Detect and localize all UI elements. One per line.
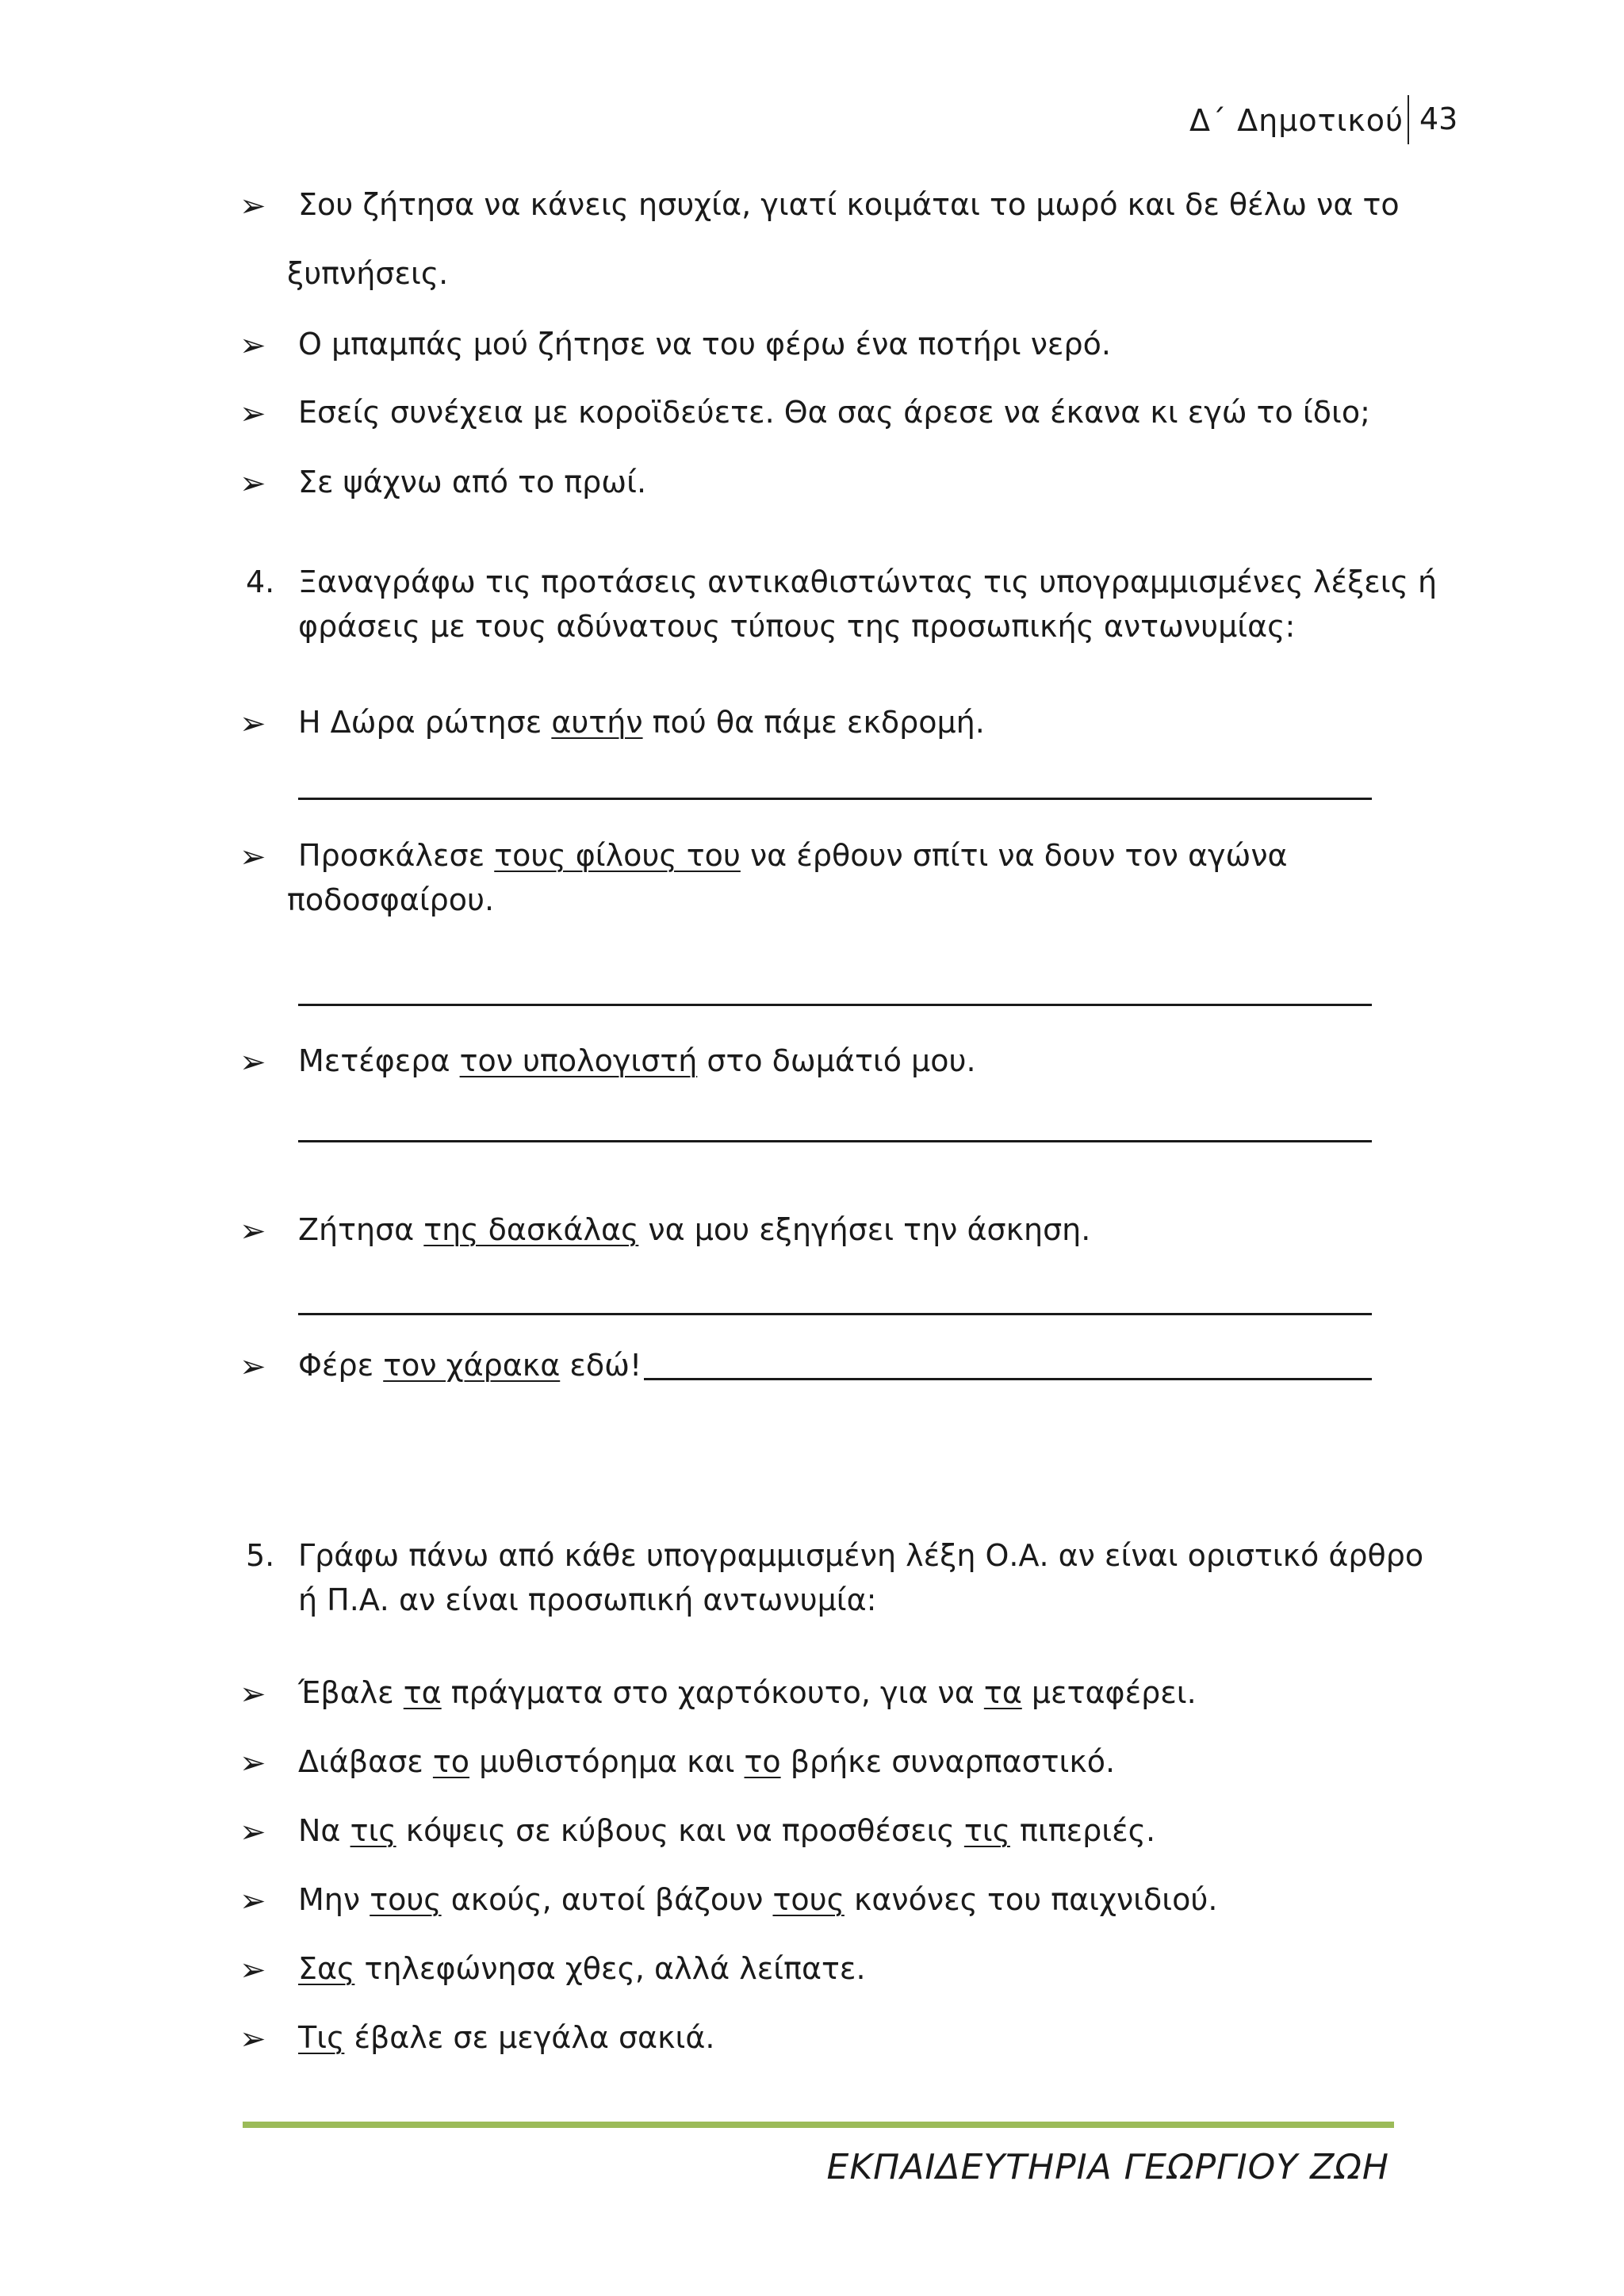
sentence-text: να μου εξηγήσει την άσκηση. — [638, 1212, 1091, 1247]
underlined-word: Τις — [298, 2020, 345, 2055]
sentence-text: πράγματα στο χαρτόκουτο, για να — [441, 1675, 984, 1710]
exercise-4-number: 4. — [246, 564, 275, 599]
bullet-icon: ➢ — [239, 465, 266, 502]
sentence-text: Φέρε — [298, 1348, 384, 1383]
sentence-text: έβαλε σε μεγάλα σακιά. — [344, 2020, 715, 2055]
bullet-icon: ➢ — [239, 1952, 266, 1988]
exercise-5-item-4 — [298, 1882, 1217, 1917]
sentence-text: Να — [298, 1813, 350, 1848]
underlined-word: τις — [963, 1813, 1010, 1848]
underlined-phrase: της δασκάλας — [423, 1212, 639, 1247]
underlined-word: τους — [370, 1882, 442, 1917]
page-number: 43 — [1419, 101, 1458, 136]
answer-line[interactable] — [298, 1140, 1372, 1142]
sentence-text: πιπεριές. — [1009, 1813, 1156, 1848]
bullet-icon: ➢ — [239, 1814, 266, 1850]
exercise-4-item-5 — [298, 1348, 642, 1383]
header-title: Δ΄ Δημοτικού — [1189, 103, 1404, 138]
sentence-text: ακούς, αυτοί βάζουν — [441, 1882, 773, 1917]
sentence-text: Προσκάλεσε — [298, 838, 495, 873]
underlined-word: τους — [772, 1882, 845, 1917]
exercise-4-instruction-line1: Ξαναγράφω τις προτάσεις αντικαθιστώντας τις υπογραμμισμένες λέξεις ή — [298, 564, 1438, 599]
underlined-word: το — [744, 1744, 781, 1779]
sentence-text: Μην — [298, 1882, 370, 1917]
sentence-text: κανόνες του παιχνιδιού. — [844, 1882, 1218, 1917]
sentence-text: τηλεφώνησα χθες, αλλά λείπατε. — [354, 1951, 866, 1986]
bullet-icon: ➢ — [239, 327, 266, 364]
bullet-icon: ➢ — [239, 706, 266, 742]
bullet-icon: ➢ — [239, 1044, 266, 1081]
exercise-4-item-3 — [298, 1043, 976, 1078]
underlined-word: τα — [983, 1675, 1022, 1710]
bullet-icon: ➢ — [239, 1745, 266, 1781]
sentence-text: Διάβασε — [298, 1744, 433, 1779]
sentence-text: πού θα πάμε εκδρομή. — [642, 705, 985, 740]
exercise-4-item-2 — [298, 838, 1288, 873]
exercise-5-item-1 — [298, 1675, 1197, 1710]
sentence-text: Ζήτησα — [298, 1212, 424, 1247]
exercise-5-item-6 — [298, 2020, 715, 2055]
sentence-text: Έβαλε — [298, 1675, 404, 1710]
sentence-text: βρήκε συναρπαστικό. — [780, 1744, 1116, 1779]
bullet-icon: ➢ — [239, 396, 266, 432]
bullet-icon: ➢ — [239, 1676, 266, 1712]
bullet-icon: ➢ — [239, 1349, 266, 1385]
sentence-text: Η Δώρα ρώτησε — [298, 705, 552, 740]
exercise-4-item-2-line2: ποδοσφαίρου. — [287, 882, 495, 917]
exercise-5-item-5 — [298, 1951, 866, 1986]
sentence-text: μεταφέρει. — [1021, 1675, 1197, 1710]
bullet-icon: ➢ — [239, 1213, 266, 1249]
underlined-word: Σας — [298, 1951, 355, 1986]
bullet-icon: ➢ — [239, 2021, 266, 2057]
top-item-1-line2: ξυπνήσεις. — [287, 256, 449, 291]
underlined-phrase: τον χάρακα — [383, 1348, 561, 1383]
header-divider — [1408, 95, 1409, 144]
exercise-5-instruction-line1: Γράφω πάνω από κάθε υπογραμμισμένη λέξη Ο.Α. αν είναι οριστικό άρθρο — [298, 1538, 1424, 1573]
sentence-text: να έρθουν σπίτι να δουν τον αγώνα — [740, 838, 1288, 873]
top-item-1-line1: Σου ζήτησα να κάνεις ησυχία, γιατί κοιμάται το μωρό και δε θέλω να το — [298, 187, 1400, 222]
exercise-4-instruction-line2: φράσεις με τους αδύνατους τύπους της προσωπικής αντωνυμίας: — [298, 609, 1296, 644]
sentence-text: μυθιστόρημα και — [469, 1744, 745, 1779]
sentence-text: κόψεις σε κύβους και να προσθέσεις — [396, 1813, 964, 1848]
top-item-3: Εσείς συνέχεια με κοροϊδεύετε. Θα σας άρεσε να έκανα κι εγώ το ίδιο; — [298, 395, 1370, 430]
bullet-icon: ➢ — [239, 839, 266, 875]
sentence-text: στο δωμάτιό μου. — [697, 1043, 976, 1078]
exercise-5-number: 5. — [246, 1538, 275, 1573]
exercise-4-item-4 — [298, 1212, 1090, 1247]
sentence-text: εδώ! — [560, 1348, 642, 1383]
footer-text: ΕΚΠΑΙΔΕΥΤΗΡΙΑ ΓΕΩΡΓΙΟΥ ΖΩΗ — [826, 2147, 1389, 2187]
top-item-4: Σε ψάχνω από το πρωί. — [298, 465, 647, 499]
underlined-phrase: τον υπολογιστή — [459, 1043, 698, 1078]
bullet-icon: ➢ — [239, 188, 266, 224]
answer-line[interactable] — [298, 1004, 1372, 1006]
exercise-5-instruction-line2: ή Π.Α. αν είναι προσωπική αντωνυμία: — [298, 1582, 877, 1617]
top-item-2: Ο μπαμπάς μού ζήτησε να του φέρω ένα ποτήρι νερό. — [298, 327, 1111, 362]
exercise-5-item-2 — [298, 1744, 1115, 1779]
exercise-4-item-1 — [298, 705, 985, 740]
underlined-word: τις — [350, 1813, 396, 1848]
answer-line[interactable] — [298, 798, 1372, 800]
footer-rule — [243, 2122, 1394, 2128]
underlined-phrase: αυτήν — [551, 705, 643, 740]
sentence-text: Μετέφερα — [298, 1043, 460, 1078]
bullet-icon: ➢ — [239, 1883, 266, 1919]
underlined-word: το — [432, 1744, 470, 1779]
answer-line[interactable] — [298, 1313, 1372, 1315]
exercise-5-item-3 — [298, 1813, 1155, 1848]
underlined-phrase: τους φίλους του — [494, 838, 741, 873]
underlined-word: τα — [403, 1675, 442, 1710]
answer-line[interactable] — [644, 1378, 1372, 1380]
